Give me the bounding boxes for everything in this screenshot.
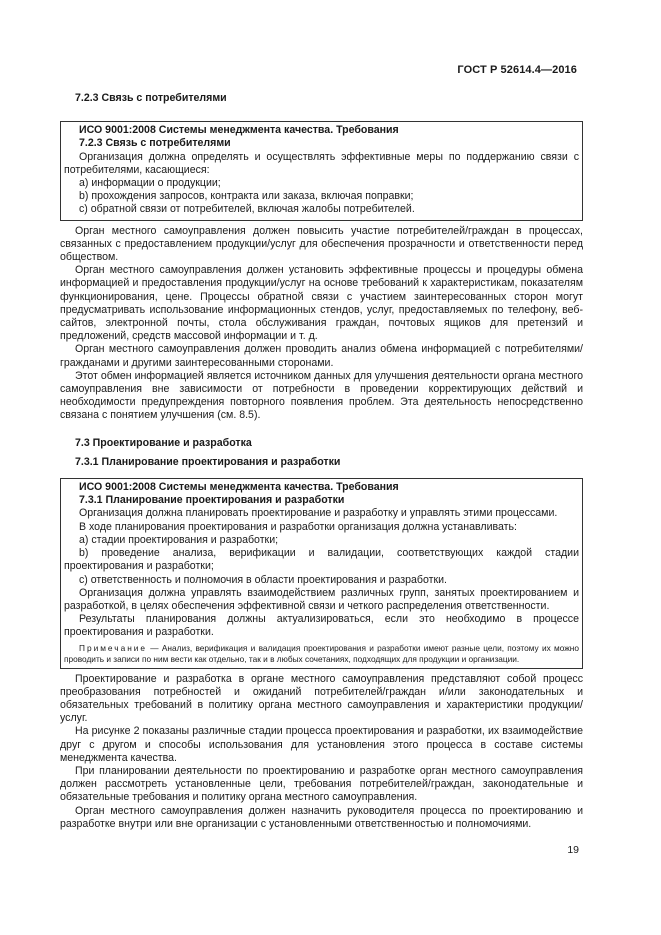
- paragraph: Орган местного самоуправления должен назначить руководителя процесса по проектированию и разработке внутри или вне организации с установленными ответственностью и полномочиями.: [60, 804, 583, 830]
- iso-quote-box-7-3-1: [60, 478, 583, 668]
- standard-header: ГОСТ Р 52614.4—2016: [457, 64, 577, 76]
- section-body-7-3-1: [60, 673, 583, 831]
- box-title-clause: 7.3.1 Планирование проектирования и разработки: [79, 494, 345, 507]
- section-heading-7-2-3: 7.2.3 Связь с потребителями: [75, 92, 227, 104]
- paragraph: Этот обмен информацией является источником данных для улучшения деятельности органа местного самоуправления вне зависимости от потребности в проведении корректирующих действий и необходимости предупреждения повторного появления проблем. Эта деятельность непосредственно связана с понятием улучшения (см. 8.5).: [60, 369, 583, 422]
- paragraph: На рисунке 2 показаны различные стадии процесса проектирования и разработки, их взаимодействие друг с другом и способы использования для установления этого процесса в составе системы менеджмента качества.: [60, 725, 583, 764]
- box-paragraph: Организация должна определять и осуществлять эффективные меры по поддержанию связи с потребителями, касающиеся:: [64, 150, 579, 176]
- box-title-clause: 7.2.3 Связь с потребителями: [79, 137, 231, 150]
- section-body-7-2-3: [60, 225, 583, 423]
- paragraph: Проектирование и разработка в органе местного самоуправления представляют собой процесс преобразования потребностей и ожиданий потребителей/граждан и/или законодательных и обязательных требований в политику органа местного самоуправления и характеристики продукции/услуг.: [60, 672, 583, 725]
- list-item: c) ответственность и полномочия в области проектирования и разработки.: [79, 573, 447, 586]
- note-label: Примечание: [79, 642, 148, 653]
- list-item: b) проведение анализа, верификации и валидации, соответствующих каждой стадии проектирования и разработки;: [64, 547, 579, 573]
- box-paragraph: Организация должна планировать проектирование и разработку и управлять этими процессами.: [79, 507, 558, 520]
- section-heading-7-3: 7.3 Проектирование и разработка: [75, 436, 252, 449]
- page-number: 19: [567, 844, 579, 856]
- box-title-standard: ИСО 9001:2008 Системы менеджмента качества. Требования: [79, 481, 399, 494]
- box-paragraph: В ходе планирования проектирования и разработки организация должна устанавливать:: [79, 520, 517, 533]
- page-content: [60, 92, 583, 831]
- iso-quote-box-7-2-3: [60, 121, 583, 220]
- box-paragraph: Организация должна управлять взаимодействием различных групп, занятых проектированием и разработкой, в целях обеспечения эффективной связи и четкого распределения ответственности.: [64, 586, 579, 612]
- paragraph: Орган местного самоуправления должен проводить анализ обмена информацией с потребителями/гражданами и другими заинтересованными сторонами.: [60, 343, 583, 369]
- box-note: [64, 643, 579, 665]
- list-item: a) стадии проектирования и разработки;: [79, 533, 279, 546]
- note-text: — Анализ, верификация и валидация проектирования и разработки имеют разные цели, поэтому их можно проводить и записи по ним вести как отдельно, так и в любых сочетаниях, подходящих для продукции и организации.: [64, 642, 579, 664]
- list-item: b) прохождения запросов, контракта или заказа, включая поправки;: [79, 190, 414, 203]
- list-item: c) обратной связи от потребителей, включая жалобы потребителей.: [79, 203, 415, 216]
- box-title-standard: ИСО 9001:2008 Системы менеджмента качества. Требования: [79, 124, 399, 137]
- list-item: a) информации о продукции;: [79, 177, 221, 190]
- paragraph: Орган местного самоуправления должен повысить участие потребителей/граждан в процессах, связанных с предоставлением продукции/услуг для обеспечения прозрачности и ответственности перед обществом.: [60, 224, 583, 264]
- section-heading-7-3-1: 7.3.1 Планирование проектирования и разработки: [75, 455, 341, 468]
- paragraph: Орган местного самоуправления должен установить эффективные процессы и процедуры обмена информацией и предоставления продукции/услуг на основе требований к характеристикам, показателям функционирования, цене. Процессы обратной связи с участием заинтересованных сторон могут предусматривать использование информационных стендов, услуг, предоставляемых по телефону, веб-сайтов, электронной почты, стола обслуживания граждан, почтовых ящиков для претензий и предложений, средств массовой информации и т. д.: [60, 264, 583, 343]
- paragraph: При планировании деятельности по проектированию и разработке орган местного самоуправления должен рассмотреть установленные цели, требования потребителей/граждан, законодательные и обязательные требования и политику органа местного самоуправления.: [60, 764, 583, 804]
- box-paragraph: Результаты планирования должны актуализироваться, если это необходимо в процессе проектирования и разработки.: [64, 613, 579, 639]
